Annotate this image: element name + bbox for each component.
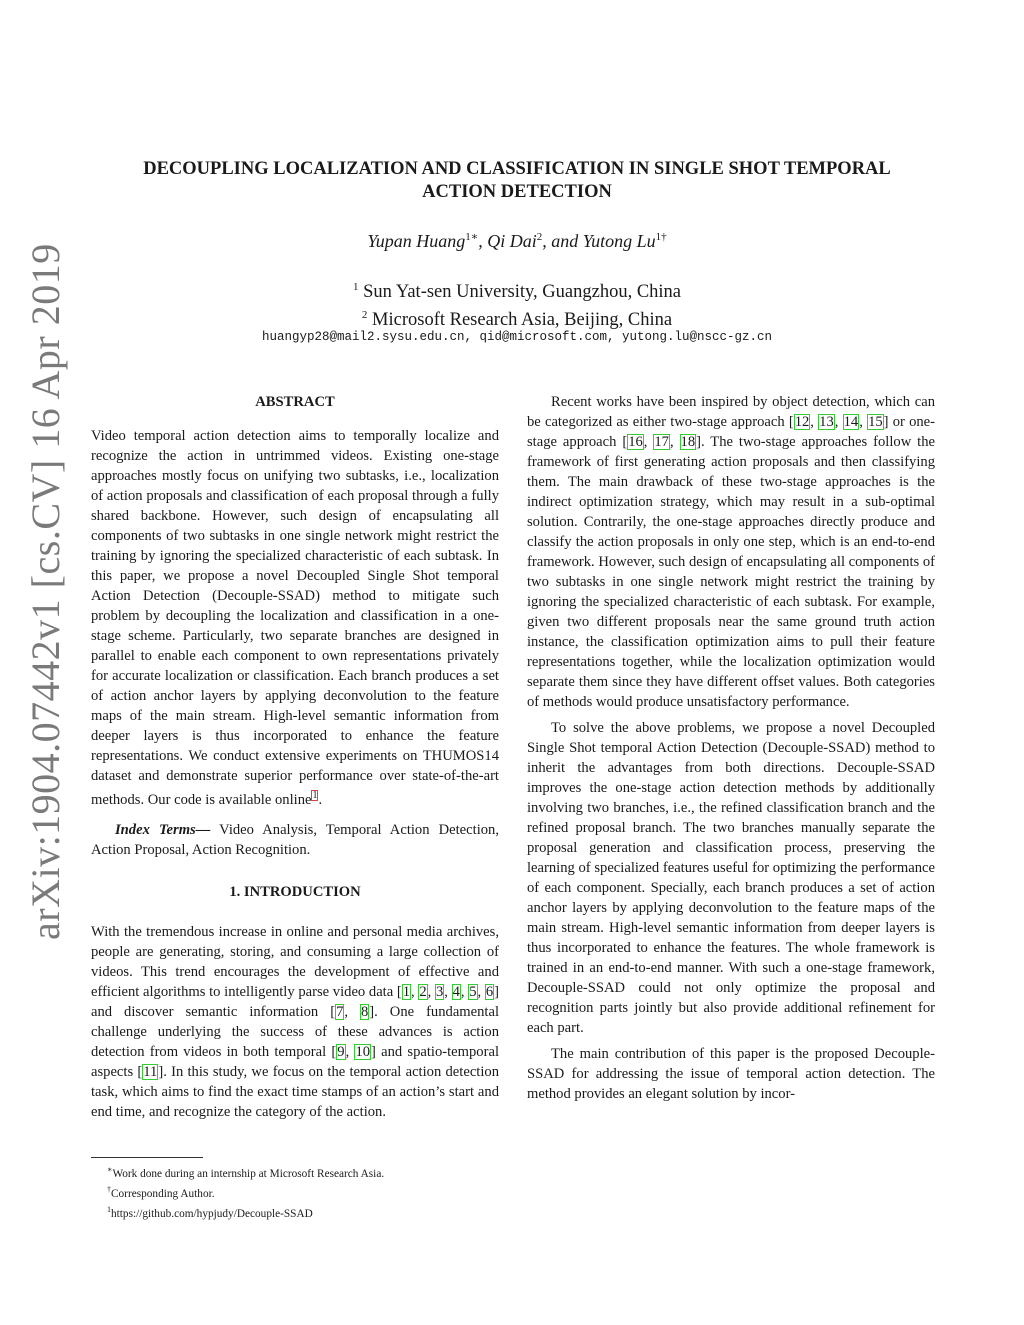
citation-link[interactable]: 16 xyxy=(628,434,643,450)
author-2-sup: 2 xyxy=(536,231,543,243)
citation-link[interactable]: 6 xyxy=(485,983,494,1000)
title-line-2: ACTION DETECTION xyxy=(422,182,612,202)
citation-link[interactable]: 7 xyxy=(336,1003,344,1020)
citation-link[interactable]: 9 xyxy=(337,1043,345,1060)
intro-paragraph-4: The main contribution of this paper is the proposed Decouple-SSAD for addressing the issue of temporal action detection. The method provides an elegant solution by incor- xyxy=(527,1046,935,1102)
paper-title xyxy=(90,158,944,204)
github-link[interactable]: https://github.com/hypjudy/Decouple-SSAD xyxy=(111,1207,313,1220)
abstract-heading: ABSTRACT xyxy=(255,394,335,410)
footnote-link-1[interactable]: 1 xyxy=(312,790,318,801)
citation-link[interactable]: 11 xyxy=(143,1063,158,1080)
citation-link[interactable]: 17 xyxy=(654,434,669,450)
author-2: Qi Dai xyxy=(487,231,537,251)
citation-link[interactable]: 15 xyxy=(868,414,883,430)
title-line-1: DECOUPLING LOCALIZATION AND CLASSIFICATION IN SINGLE SHOT TEMPORAL xyxy=(143,159,891,179)
author-1: Yupan Huang xyxy=(367,231,466,251)
author-sep-1: , xyxy=(478,231,488,251)
footnote-3: $^1$https://github.com/hypjudy/Decouple-SSAD xyxy=(107,1204,313,1220)
citation-link[interactable]: 8 xyxy=(361,1003,369,1020)
citation-link[interactable]: 4 xyxy=(452,983,460,1000)
intro-heading: 1. INTRODUCTION xyxy=(229,883,361,900)
footnote-rule xyxy=(91,1157,203,1158)
citation-link[interactable]: 3 xyxy=(435,983,444,1000)
citation-link[interactable]: 1 xyxy=(402,983,411,1000)
author-1-sup: 1∗ xyxy=(465,231,479,243)
citation-link[interactable]: 14 xyxy=(843,414,859,430)
intro-paragraph-1: With the tremendous increase in online and personal media archives, people are generating, storing, and consuming a large collection of videos. This trend encourages the development of effective and efficient algorithms to intelligently parse video data [1, 2, 3, 4, 5, 6] and discover semantic information [7, 8]. One fundamental challenge underlying the success of these advances is action detection from videos in both temporal [9, 10] and spatio-temporal aspects [11]. In this study, we focus on the temporal action detection task, which aims to find the exact time stamps of an action’s start and end time, and recognize the category of the action. xyxy=(91,923,500,1120)
citation-link[interactable]: 13 xyxy=(819,414,834,430)
footnote-2: †Corresponding Author. xyxy=(107,1184,215,1200)
right-column xyxy=(527,392,935,1104)
citation-link[interactable]: 10 xyxy=(355,1043,371,1060)
citation-link[interactable]: 18 xyxy=(680,434,696,450)
intro-paragraph-3: To solve the above problems, we propose a novel Decoupled Single Shot temporal Action Detection (Decouple-SSAD) method to inherit the advantages from both directions. Decouple-SSAD improves the one-stage action detection methods by additionally involving two branches, i.e., the refined classification branch and the refined proposal branch. The two branches manually separate the proposal generation and classification process, preserving the learning of specialized features useful for optimizing the performance of each component. Specially, each branch produces a set of action anchor layers by applying deconvolution to the feature maps of the main stream. High-level semantic information from deeper layers is thus incorporated to enhance the features. The whole framework is trained in an end-to-end manner. With such a one-stage framework, Decouple-SSAD could not only optimize the proposal and recognition parts jointly but also provide additional refinement for each part. xyxy=(527,720,935,1036)
author-3: Yutong Lu xyxy=(582,231,656,251)
arxiv-stamp: arXiv:1904.07442v1 [cs.CV] 16 Apr 2019 xyxy=(23,243,68,940)
author-3-sup: 1† xyxy=(655,231,667,243)
intro-paragraph-2: Recent works have been inspired by object detection, which can be categorized as either two-stage approach [12, 13, 14, 15] or one-stage approach [16, 17, 18]. The two-stage approaches follow the framework of first generating action proposals and then classifying them. The main drawback of these two-stage approaches is the indirect optimization strategy, which may result in a sub-optimal solution. Contrarily, the one-stage approaches directly produce and classify the action proposals in only one step, which is an end-to-end framework. However, such design of encapsulating all components of two subtasks in one single network might restrict the training by ignoring the specialized characteristic of each subtask. For example, given two different proposals near the same ground truth action instance, the classification optimization aims to pull their feature representations together, while the localization optimization would separate them since they have different offset values. Both categories of methods would produce unsatisfactory performance. xyxy=(527,394,936,710)
citation-link[interactable]: 5 xyxy=(469,983,477,1000)
affiliations xyxy=(90,276,944,332)
authors xyxy=(90,230,944,252)
affiliation-2: $^2$ Microsoft Research Asia, Beijing, China xyxy=(361,309,673,331)
citation-link[interactable]: 2 xyxy=(419,983,427,1000)
author-emails: huangyp28@mail2.sysu.edu.cn, qid@microsoft.com, yutong.lu@nscc-gz.cn xyxy=(261,330,773,344)
abstract-text: Video temporal action detection aims to temporally localize and recognize the action in untrimmed videos. Existing one-stage approaches mostly focus on unifying two subtasks, i.e., localization of action proposals and classification of each proposal through a fully shared backbone. However, such design of encapsulating all components of two subtasks in one single network might restrict the training by ignoring the specialized characteristic of each subtask. In this paper, we propose a novel Decoupled Single Shot temporal Action Detection (Decouple-SSAD) method to mitigate such problem by decoupling the localization and classification in a one-stage scheme. Particularly, two separate branches are designed in parallel to enable each component to own representations privately for accurate localization or classification. Each branch produces a set of action anchor layers by applying deconvolution to the feature maps of the main stream. High-level semantic information from deeper layers is thus incorporated to enhance the feature representations. We conduct extensive experiments on THUMOS14 dataset and demonstrate superior performance over state-of-the-art methods. Our code is available online$^1$. xyxy=(91,428,499,808)
affiliation-1: $^1$ Sun Yat-sen University, Guangzhou, China xyxy=(352,281,682,303)
left-column xyxy=(91,392,499,1122)
footnote-1: ∗Work done during an internship at Microsoft Research Asia. xyxy=(107,1165,385,1180)
author-sep-2: , and xyxy=(542,231,583,251)
index-terms-label: Index Terms— xyxy=(115,821,211,838)
citation-link[interactable]: 12 xyxy=(794,414,810,430)
index-terms: Index Terms— Video Analysis, Temporal Action Detection, Action Proposal, Action Recognition. xyxy=(91,821,499,858)
footnotes xyxy=(91,1157,499,1221)
